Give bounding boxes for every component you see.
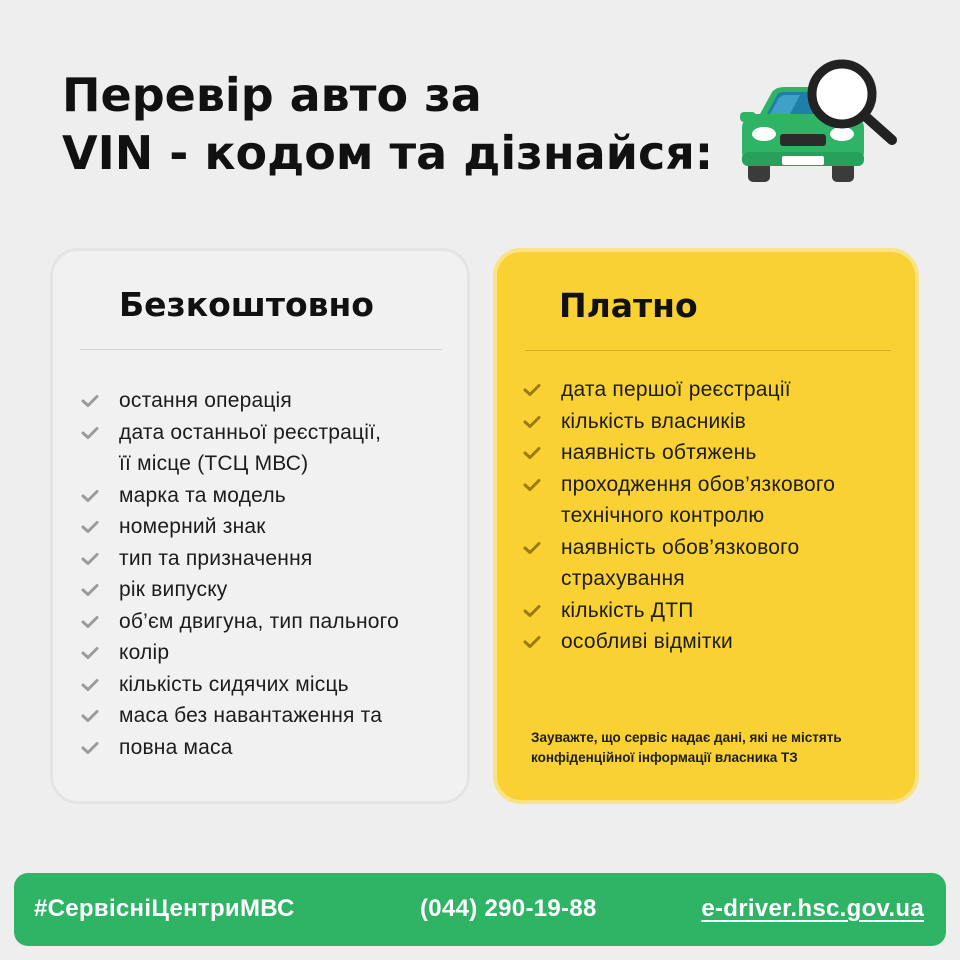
list-item: проходження обов’язкового bbox=[523, 469, 835, 501]
list-item-continued: страхування bbox=[561, 567, 685, 590]
check-icon bbox=[523, 415, 541, 429]
list-item: тип та призначення bbox=[81, 543, 399, 575]
footer-bar bbox=[14, 873, 946, 946]
free-card bbox=[50, 248, 470, 804]
free-divider bbox=[80, 349, 442, 350]
list-item: наявність обов’язкового bbox=[523, 532, 835, 564]
paid-card-title: Платно bbox=[559, 286, 698, 325]
check-icon bbox=[81, 646, 99, 660]
list-item-continued: її місце (ТСЦ МВС) bbox=[119, 452, 309, 475]
list-item: остання операція bbox=[81, 385, 399, 417]
title-line-2: VIN - кодом та дізнайся: bbox=[62, 126, 714, 180]
list-item: кількість власників bbox=[523, 406, 835, 438]
phone-number[interactable]: (044) 290-19-88 bbox=[420, 895, 597, 922]
check-icon bbox=[81, 709, 99, 723]
check-icon bbox=[523, 478, 541, 492]
list-item: об’єм двигуна, тип пального bbox=[81, 606, 399, 638]
check-icon bbox=[81, 678, 99, 692]
list-item: марка та модель bbox=[81, 480, 399, 512]
privacy-note: Зауважте, що сервіс надає дані, які не містять конфіденційної інформації власника ТЗ bbox=[531, 730, 842, 765]
check-icon bbox=[81, 583, 99, 597]
check-icon bbox=[81, 520, 99, 534]
check-icon bbox=[523, 446, 541, 460]
paid-divider bbox=[525, 350, 891, 351]
title-line-1: Перевір авто за bbox=[62, 68, 482, 122]
check-icon bbox=[81, 394, 99, 408]
check-icon bbox=[523, 383, 541, 397]
hashtag-link[interactable]: #СервісніЦентриМВС bbox=[34, 895, 295, 922]
check-icon bbox=[81, 741, 99, 755]
list-item: кількість ДТП bbox=[523, 595, 835, 627]
check-icon bbox=[81, 552, 99, 566]
check-icon bbox=[523, 604, 541, 618]
list-item: особливі відмітки bbox=[523, 626, 835, 658]
paid-card bbox=[493, 248, 919, 804]
list-item: дата останньої реєстрації, bbox=[81, 417, 399, 449]
page-title bbox=[62, 66, 722, 182]
website-link[interactable]: e-driver.hsc.gov.ua bbox=[701, 895, 924, 922]
check-icon bbox=[523, 635, 541, 649]
list-item-continued: технічного контролю bbox=[561, 504, 765, 527]
check-icon bbox=[523, 541, 541, 555]
check-icon bbox=[81, 426, 99, 440]
free-list bbox=[81, 385, 399, 763]
check-icon bbox=[81, 615, 99, 629]
paid-list bbox=[523, 374, 835, 658]
list-item: колір bbox=[81, 637, 399, 669]
list-item: дата першої реєстрації bbox=[523, 374, 835, 406]
list-item: наявність обтяжень bbox=[523, 437, 835, 469]
list-item: повна маса bbox=[81, 732, 399, 764]
list-item: маса без навантаження та bbox=[81, 700, 399, 732]
list-item: номерний знак bbox=[81, 511, 399, 543]
free-card-title: Безкоштовно bbox=[119, 285, 374, 324]
list-item: рік випуску bbox=[81, 574, 399, 606]
check-icon bbox=[81, 489, 99, 503]
car-with-magnifier-icon bbox=[734, 52, 904, 192]
list-item: кількість сидячих місць bbox=[81, 669, 399, 701]
